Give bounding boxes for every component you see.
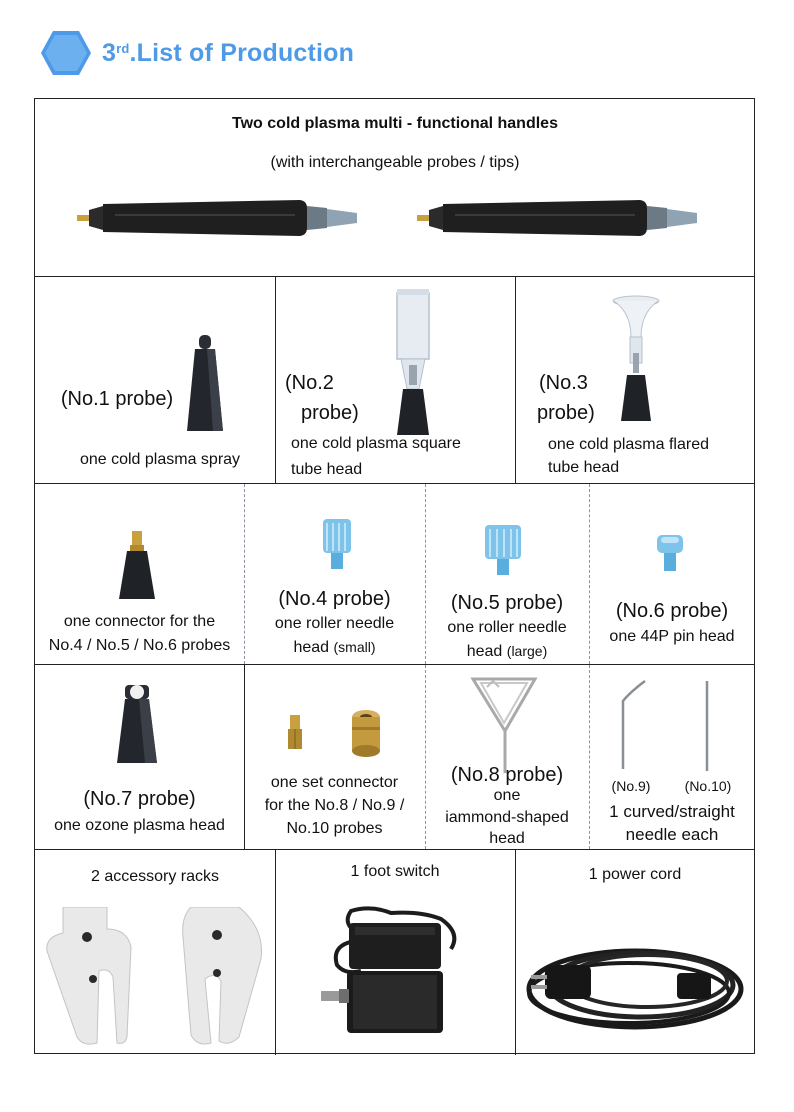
accessory-racks-image: [43, 907, 267, 1047]
probe8-label: (No.8 probe): [450, 764, 564, 786]
foot-switch-image: [311, 905, 481, 1037]
probe8-desc-a: one: [493, 787, 521, 804]
probe6-desc: one 44P pin head: [609, 628, 735, 645]
probe6-label: (No.6 probe): [615, 600, 729, 622]
small-collet-image: [287, 715, 303, 753]
needles-desc-a: 1 curved/straight: [609, 802, 735, 821]
power-cord-label: 1 power cord: [588, 866, 682, 883]
page-title: 3rd.List of Production: [102, 38, 355, 67]
probe3-desc-b: tube head: [548, 459, 620, 476]
racks-label: 2 accessory racks: [90, 868, 220, 885]
probe2-desc-b: tube head: [291, 461, 363, 478]
foot-switch-label: 1 foot switch: [350, 863, 440, 880]
power-cord-image: [517, 929, 753, 1039]
probe8-desc-b: iammond-shaped: [445, 809, 569, 826]
connector-desc-b: No.4 / No.5 / No.6 probes: [48, 637, 231, 654]
production-table: [34, 98, 755, 1054]
large-roller-image: [481, 523, 525, 579]
probe2-label-a: (No.2: [285, 372, 334, 394]
square-tube-probe-image: [391, 289, 435, 437]
hexagon-icon: [40, 29, 92, 77]
probe7-label: (No.7 probe): [83, 788, 196, 810]
probe2-desc-a: one cold plasma square: [291, 435, 461, 452]
pin-head-image: [655, 533, 685, 575]
probe5-desc-bc: head (large): [466, 643, 548, 660]
handles-title: Two cold plasma multi - functional handles: [232, 115, 558, 132]
probe1-label: (No.1 probe): [60, 388, 174, 410]
needle9-label: (No.9): [611, 778, 651, 794]
connector-image: [117, 531, 157, 601]
setconn-desc-a: one set connector: [270, 774, 399, 791]
probe4-label: (No.4 probe): [278, 588, 391, 610]
handles-subtitle: (with interchangeable probes / tips): [270, 154, 520, 171]
probe3-label-b: probe): [537, 402, 595, 424]
curved-needle-image: [615, 679, 651, 771]
probe3-label-a: (No.3: [539, 372, 588, 394]
probe5-desc-a: one roller needle: [447, 619, 567, 636]
probe8-desc-c: head: [489, 830, 525, 847]
probe5-label: (No.5 probe): [450, 592, 564, 614]
plasma-handle-image: [75, 194, 365, 244]
setconn-desc-b: for the No.8 / No.9 /: [264, 797, 405, 814]
probe3-desc-a: one cold plasma flared: [548, 436, 709, 453]
straight-needle-image: [701, 679, 713, 773]
probe4-desc-bc: head (small): [293, 639, 376, 656]
section-header: [40, 28, 354, 78]
probe7-desc: one ozone plasma head: [54, 817, 225, 834]
probe2-label-b: probe): [301, 402, 359, 424]
probe1-desc: one cold plasma spray: [79, 451, 241, 468]
small-roller-image: [317, 517, 357, 571]
needle10-label: (No.10): [684, 778, 732, 794]
brass-nut-image: [349, 709, 383, 759]
ozone-probe-image: [115, 685, 159, 765]
connector-desc-a: one connector for the: [63, 613, 216, 630]
needles-desc-b: needle each: [625, 825, 719, 844]
probe4-desc-a: one roller needle: [274, 615, 395, 632]
plasma-handle-image: [415, 194, 705, 244]
spray-probe-image: [183, 335, 227, 433]
diamond-head-image: [463, 673, 545, 773]
setconn-desc-c: No.10 probes: [286, 820, 383, 837]
